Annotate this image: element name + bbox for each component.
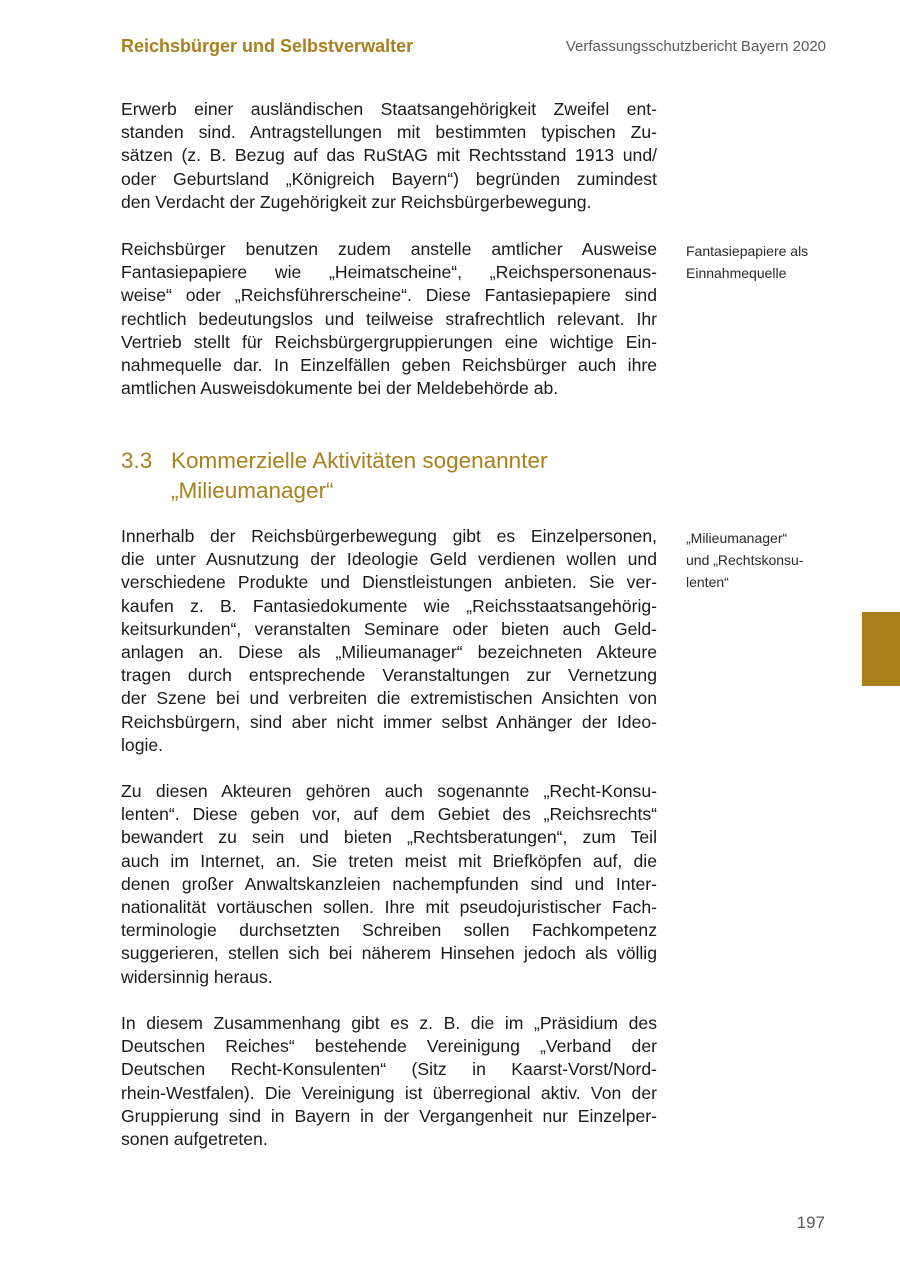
- text-line: oder Geburtsland „Königreich Bayern“) begründen zumindest: [121, 168, 657, 189]
- text-line: amtlichen Ausweisdokumente bei der Meldebehörde ab.: [121, 378, 559, 399]
- margin-note-line: lenten“: [686, 574, 729, 590]
- text-line: sonen aufgetreten.: [121, 1128, 268, 1149]
- body-paragraph-3: [121, 525, 657, 757]
- text-line: weise“ oder „Reichsführerscheine“. Diese Fantasiepapiere sind: [121, 285, 657, 306]
- text-line: Gruppierung sind in Bayern in der Vergangenheit nur Einzelper-: [121, 1105, 657, 1126]
- text-line: rhein-Westfalen). Die Vereinigung ist überregional aktiv. Von der: [121, 1082, 657, 1103]
- text-line: denen großer Anwaltskanzleien nachempfunden sind und Inter-: [121, 873, 657, 894]
- margin-note-1: [686, 240, 876, 284]
- text-line: lenten“. Diese geben vor, auf dem Gebiet des „Reichsrechts“: [121, 804, 657, 825]
- text-line: In diesem Zusammenhang gibt es z. B. die im „Präsidium des: [121, 1013, 657, 1033]
- chapter-tab-marker: [862, 612, 900, 686]
- text-line: Vertrieb stellt für Reichsbürgergruppierungen eine wichtige Ein-: [121, 331, 657, 352]
- text-line: Fantasiepapiere wie „Heimatscheine“, „Reichspersonenaus-: [121, 262, 657, 283]
- text-line: logie.: [121, 734, 164, 755]
- text-line: keitsurkunden“, veranstalten Seminare oder bieten auch Geld-: [121, 618, 657, 639]
- body-paragraph-1: [121, 98, 657, 214]
- text-line: verschiedene Produkte und Dienstleistungen anbieten. Sie ver-: [121, 572, 657, 593]
- body-paragraph-5: [121, 1012, 657, 1151]
- text-line: der Szene bei und verbreiten die extremistischen Ansichten von: [121, 688, 657, 709]
- margin-note-line: Einnahmequelle: [686, 265, 787, 281]
- text-line: sätzen (z. B. Bezug auf das RuStAG mit Rechtsstand 1913 und/: [121, 145, 657, 166]
- margin-note-line: und „Rechtskonsu-: [686, 552, 804, 568]
- text-line: kaufen z. B. Fantasiedokumente wie „Reichsstaatsangehörig-: [121, 595, 657, 616]
- text-line: die unter Ausnutzung der Ideologie Geld verdienen wollen und: [121, 549, 657, 570]
- running-header-section-title: Reichsbürger und Selbstverwalter: [121, 36, 414, 56]
- margin-note-2: [686, 527, 876, 593]
- text-line: suggerieren, stellen sich bei näherem Hinsehen jedoch als völlig: [121, 943, 657, 964]
- text-line: standen sind. Antragstellungen mit bestimmten typischen Zu-: [121, 122, 657, 143]
- running-header-report-title: Verfassungsschutzbericht Bayern 2020: [565, 38, 826, 55]
- text-line: Zu diesen Akteuren gehören auch sogenannte „Recht-Konsu-: [121, 781, 657, 801]
- text-line: Reichsbürgern, sind aber nicht immer selbst Anhänger der Ideo-: [121, 711, 657, 732]
- text-line: widersinnig heraus.: [121, 966, 273, 987]
- text-line: anlagen an. Diese als „Milieumanager“ bezeichneten Akteure: [121, 641, 657, 662]
- section-title-line-2: „Milieumanager“: [171, 478, 334, 503]
- margin-note-line: Fantasiepapiere als: [686, 243, 809, 259]
- text-line: den Verdacht der Zugehörigkeit zur Reichsbürgerbewegung.: [121, 191, 592, 212]
- text-line: bewandert zu sein und bieten „Rechtsberatungen“, zum Teil: [121, 827, 657, 848]
- section-title-line-1: Kommerzielle Aktivitäten sogenannter: [171, 448, 548, 473]
- text-line: Deutschen Recht-Konsulenten“ (Sitz in Kaarst-Vorst/Nord-: [121, 1059, 657, 1080]
- text-line: Deutschen Reiches“ bestehende Vereinigung „Verband der: [121, 1036, 657, 1057]
- section-number: 3.3: [121, 448, 153, 473]
- margin-note-line: „Milieumanager“: [686, 530, 788, 546]
- text-line: tragen durch entsprechende Veranstaltungen zur Vernetzung: [121, 665, 657, 686]
- text-line: Erwerb einer ausländischen Staatsangehörigkeit Zweifel ent-: [121, 99, 657, 119]
- body-paragraph-4: [121, 780, 657, 989]
- text-line: terminologie durchsetzten Schreiben sollen Fachkompetenz: [121, 920, 657, 941]
- text-line: nahmequelle dar. In Einzelfällen geben Reichsbürger auch ihre: [121, 354, 657, 375]
- text-line: rechtlich bedeutungslos und teilweise strafrechtlich relevant. Ihr: [121, 308, 657, 329]
- text-line: nationalität vortäuschen sollen. Ihre mit pseudojuristischer Fach-: [121, 896, 657, 917]
- page-number: 197: [796, 1213, 825, 1232]
- text-line: Reichsbürger benutzen zudem anstelle amtlicher Ausweise: [121, 239, 657, 259]
- body-paragraph-2: [121, 238, 657, 400]
- text-line: auch im Internet, an. Sie treten meist mit Briefköpfen auf, die: [121, 850, 657, 871]
- text-line: Innerhalb der Reichsbürgerbewegung gibt es Einzelpersonen,: [121, 526, 657, 546]
